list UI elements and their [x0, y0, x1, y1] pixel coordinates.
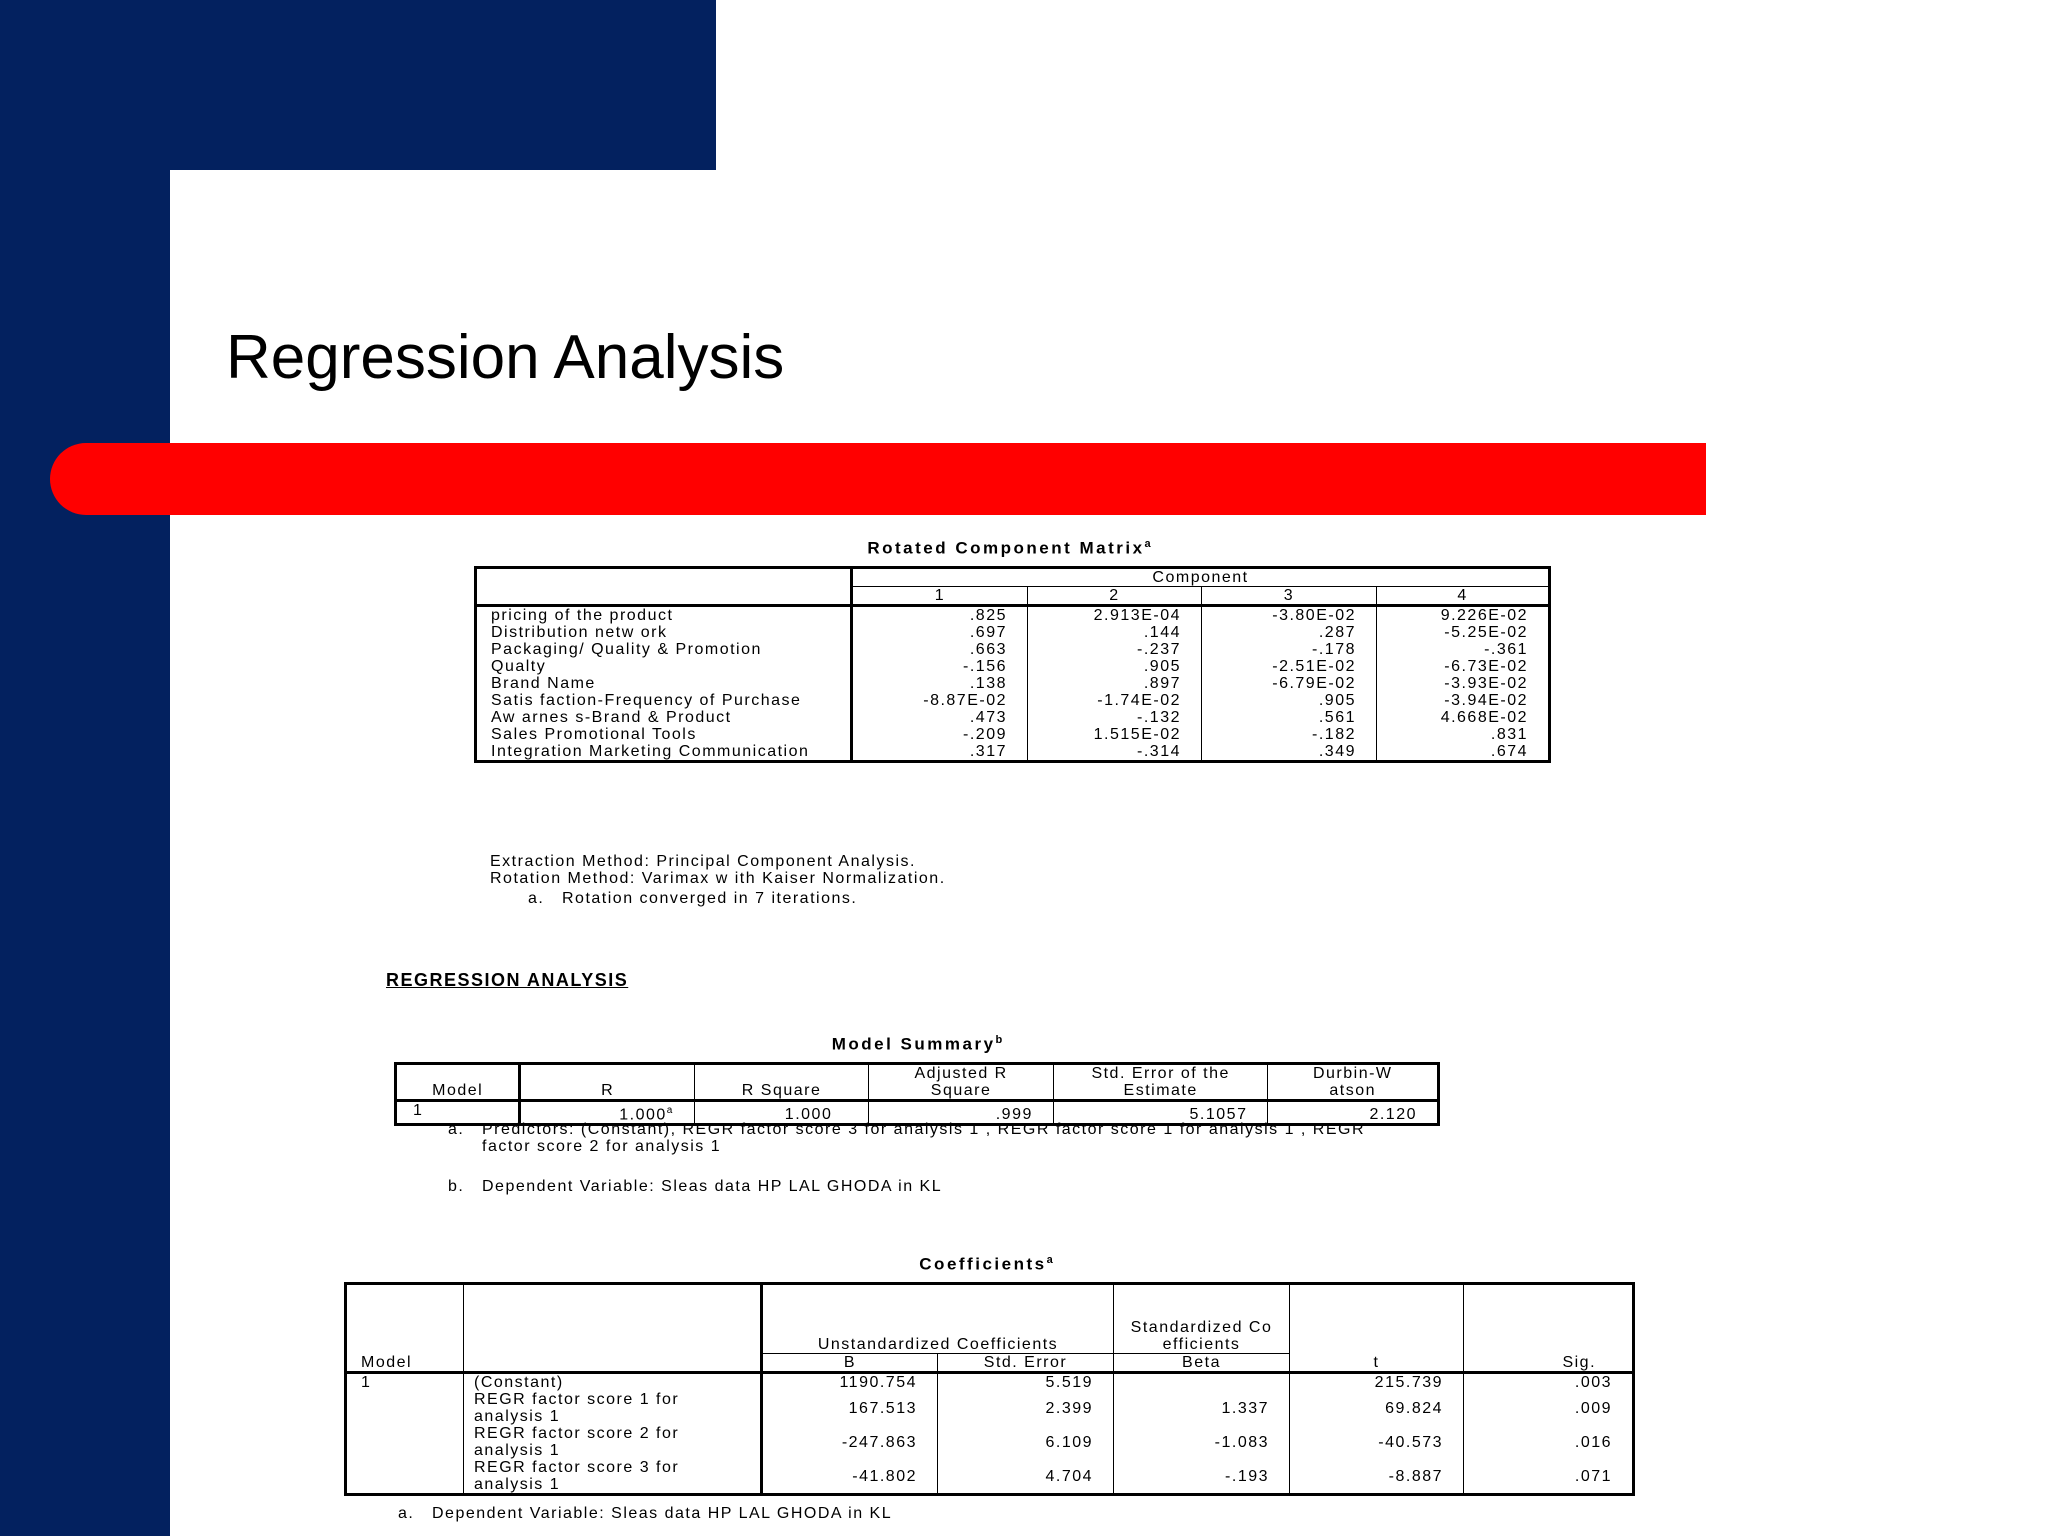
table-row: [346, 1425, 1634, 1459]
rotated-matrix-caption: [474, 538, 1544, 559]
header-unstandardized: Unstandardized Coefficients: [762, 1284, 1114, 1354]
header-adjusted-r-square: Adjusted R Square: [869, 1064, 1054, 1101]
adj-r-square-value: .999: [869, 1101, 1054, 1125]
table-row: [476, 726, 1550, 743]
model-summary-caption-marker: b: [995, 1034, 1003, 1046]
value-cell: -2.51E-02: [1202, 658, 1377, 675]
b-value: -247.863: [762, 1425, 938, 1459]
slide-title: Regression Analysis: [226, 323, 785, 392]
value-cell: -.178: [1202, 641, 1377, 658]
coefficients-caption-marker: a: [1046, 1254, 1053, 1266]
value-cell: .317: [852, 743, 1028, 762]
row-label: REGR factor score 2 for analysis 1: [464, 1425, 762, 1459]
model-cell-blank: [346, 1459, 464, 1495]
row-label: Packaging/ Quality & Promotion: [476, 641, 852, 658]
value-cell: -.237: [1028, 641, 1202, 658]
navy-left-band: [0, 0, 170, 1536]
model-cell-blank: [346, 1391, 464, 1425]
component-col-1: 1: [852, 587, 1028, 606]
model-summary-caption-text: Model Summary: [831, 1034, 996, 1054]
value-cell: 1.515E-02: [1028, 726, 1202, 743]
value-cell: .697: [852, 624, 1028, 641]
value-cell: -3.94E-02: [1377, 692, 1550, 709]
b-value: 167.513: [762, 1391, 938, 1425]
value-cell: -6.73E-02: [1377, 658, 1550, 675]
table-row: [476, 692, 1550, 709]
component-col-4: 4: [1377, 587, 1550, 606]
footnote-marker: b.: [448, 1178, 465, 1195]
value-cell: .144: [1028, 624, 1202, 641]
row-label: Brand Name: [476, 675, 852, 692]
se-value: 5.519: [938, 1373, 1114, 1392]
value-cell: -3.80E-02: [1202, 606, 1377, 625]
value-cell: .349: [1202, 743, 1377, 762]
value-cell: -8.87E-02: [852, 692, 1028, 709]
beta-value: 1.337: [1114, 1391, 1290, 1425]
row-label: pricing of the product: [476, 606, 852, 625]
footnote-text: Dependent Variable: Sleas data HP LAL GHODA in KL: [432, 1505, 893, 1522]
b-value: -41.802: [762, 1459, 938, 1495]
row-label: Distribution netw ork: [476, 624, 852, 641]
row-label: Integration Marketing Communication: [476, 743, 852, 762]
t-value: -8.887: [1290, 1459, 1464, 1495]
row-label: Qualty: [476, 658, 852, 675]
header-model: Model: [396, 1064, 520, 1101]
row-label: Satis faction-Frequency of Purchase: [476, 692, 852, 709]
model-summary-footnote-b: [448, 1178, 1438, 1195]
coefficients-caption-text: Coefficients: [919, 1254, 1047, 1274]
t-value: 69.824: [1290, 1391, 1464, 1425]
component-col-3: 3: [1202, 587, 1377, 606]
regression-section-heading: REGRESSION ANALYSIS: [386, 970, 629, 990]
r-value-marker: a: [666, 1105, 674, 1116]
header-model-blank: [464, 1284, 762, 1373]
header-b: B: [762, 1354, 938, 1373]
sig-value: .003: [1464, 1373, 1634, 1392]
header-standardized: Standardized Coefficients: [1114, 1284, 1290, 1354]
component-header: Component: [852, 568, 1550, 587]
value-cell: .831: [1377, 726, 1550, 743]
model-summary-caption: [394, 1034, 1440, 1055]
beta-value: -.193: [1114, 1459, 1290, 1495]
beta-value: [1114, 1373, 1290, 1392]
value-cell: 4.668E-02: [1377, 709, 1550, 726]
std-error-value: 5.1057: [1053, 1101, 1268, 1125]
table-row: [476, 606, 1550, 625]
sig-value: .009: [1464, 1391, 1634, 1425]
model-summary-table: [394, 1062, 1440, 1126]
value-cell: -5.25E-02: [1377, 624, 1550, 641]
value-cell: -1.74E-02: [1028, 692, 1202, 709]
value-cell: -.182: [1202, 726, 1377, 743]
value-cell: -.156: [852, 658, 1028, 675]
model-number: 1: [396, 1101, 520, 1125]
value-cell: .905: [1202, 692, 1377, 709]
coefficients-caption: [344, 1254, 1628, 1275]
value-cell: .473: [852, 709, 1028, 726]
t-value: 215.739: [1290, 1373, 1464, 1392]
table-row: [476, 624, 1550, 641]
value-cell: .561: [1202, 709, 1377, 726]
value-cell: .287: [1202, 624, 1377, 641]
value-cell: .825: [852, 606, 1028, 625]
row-label: Sales Promotional Tools: [476, 726, 852, 743]
sig-value: .071: [1464, 1459, 1634, 1495]
header-std-error: Std. Error of the Estimate: [1053, 1064, 1268, 1101]
footnote-marker: a.: [528, 890, 545, 907]
table-row: [476, 641, 1550, 658]
value-cell: -6.79E-02: [1202, 675, 1377, 692]
rotation-method-note: Rotation Method: Varimax w ith Kaiser Normalization.: [490, 870, 946, 887]
header-std-error: Std. Error: [938, 1354, 1114, 1373]
rotated-matrix-caption-marker: a: [1144, 538, 1151, 550]
row-label: REGR factor score 3 for analysis 1: [464, 1459, 762, 1495]
value-cell: 9.226E-02: [1377, 606, 1550, 625]
header-beta: Beta: [1114, 1354, 1290, 1373]
table-row: [476, 743, 1550, 762]
footnote-text: Predictors: (Constant), REGR factor score 3 for analysis 1 , REGR factor score 1 for analysis 1 , REGR factor score 2 for analysis 1: [482, 1121, 1366, 1155]
t-value: -40.573: [1290, 1425, 1464, 1459]
coefficients-footnote: [398, 1505, 892, 1522]
value-cell: 2.913E-04: [1028, 606, 1202, 625]
se-value: 6.109: [938, 1425, 1114, 1459]
value-cell: .674: [1377, 743, 1550, 762]
row-label: (Constant): [464, 1373, 762, 1392]
sig-value: .016: [1464, 1425, 1634, 1459]
header-r: R: [520, 1064, 695, 1101]
se-value: 2.399: [938, 1391, 1114, 1425]
table-row: [346, 1459, 1634, 1495]
table-row: [476, 709, 1550, 726]
header-durbin-watson: Durbin-W atson: [1268, 1064, 1439, 1101]
value-cell: -3.93E-02: [1377, 675, 1550, 692]
value-cell: .138: [852, 675, 1028, 692]
b-value: 1190.754: [762, 1373, 938, 1392]
rotated-matrix-caption-text: Rotated Component Matrix: [867, 538, 1145, 558]
header-model: Model: [346, 1284, 464, 1373]
row-label: REGR factor score 1 for analysis 1: [464, 1391, 762, 1425]
row-label: Aw arnes s-Brand & Product: [476, 709, 852, 726]
value-cell: .897: [1028, 675, 1202, 692]
footnote-marker: a.: [398, 1505, 415, 1522]
extraction-method-note: Extraction Method: Principal Component Analysis.: [490, 853, 916, 870]
model-cell-blank: [346, 1425, 464, 1459]
table-row: [476, 658, 1550, 675]
footnote-text: Dependent Variable: Sleas data HP LAL GHODA in KL: [482, 1178, 943, 1195]
table-row: [476, 675, 1550, 692]
header-r-square: R Square: [694, 1064, 869, 1101]
value-cell: .905: [1028, 658, 1202, 675]
value-cell: -.314: [1028, 743, 1202, 762]
value-cell: -.132: [1028, 709, 1202, 726]
se-value: 4.704: [938, 1459, 1114, 1495]
table-row: [346, 1391, 1634, 1425]
footnote-text: Rotation converged in 7 iterations.: [562, 890, 858, 907]
rotated-component-matrix-table: [474, 566, 1551, 763]
value-cell: -.361: [1377, 641, 1550, 658]
value-cell: -.209: [852, 726, 1028, 743]
r-square-value: 1.000: [694, 1101, 869, 1125]
red-accent-bar: [50, 443, 1706, 515]
matrix-footnote: [528, 890, 857, 907]
value-cell: .663: [852, 641, 1028, 658]
coefficients-table: [344, 1282, 1635, 1496]
beta-value: -1.083: [1114, 1425, 1290, 1459]
durbin-watson-value: 2.120: [1268, 1101, 1439, 1125]
table-row: [346, 1373, 1634, 1392]
header-sig: Sig.: [1464, 1284, 1634, 1373]
footnote-marker: a.: [448, 1121, 465, 1138]
matrix-corner-cell: [476, 568, 852, 606]
model-summary-footnote-a: [448, 1121, 1438, 1155]
r-value: 1.000: [619, 1106, 667, 1124]
component-col-2: 2: [1028, 587, 1202, 606]
header-t: t: [1290, 1284, 1464, 1373]
model-number: 1: [346, 1373, 464, 1392]
